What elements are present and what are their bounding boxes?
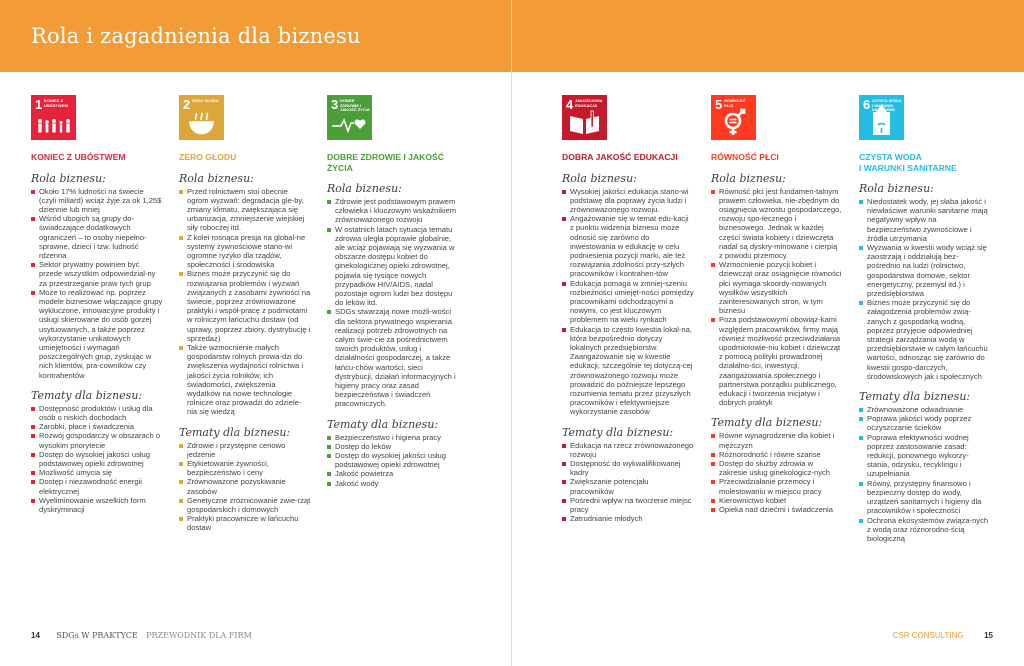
page-number-left: 14: [31, 631, 40, 640]
topic-item: Zarobki, płace i świadczenia: [31, 422, 163, 431]
topics-list: [327, 433, 459, 488]
sdg-tile-2: [179, 95, 224, 140]
topic-item: Poprawa efektywności wodnej poprzez zastosowanie zasad: redukcji, ponownego wykorzy-stania, odzysku, recyklingu i uzupełniania: [859, 433, 991, 479]
goal-title: [711, 152, 843, 163]
role-heading: Rola biznesu:: [327, 182, 402, 195]
role-item: Równość płci jest fundamen-talnym prawem człowieka, nie-zbędnym do osiągnięcia wzrostu gospodarczego, rozwoju spo-łecznego i biznesowego. Jednak w każdej części świata kobiety i dziewczęta nadal są dyskry-minowane i cierpią z powodu przemocy.: [711, 187, 843, 261]
topic-item: Dostępność do wykwalifikowanej kadry: [562, 459, 694, 477]
goal-column-1: [31, 95, 163, 514]
topic-item: Równy, przystępny finansowo i bezpieczny dostęp do wody, urządzeń sanitarnych i higieny dla pracowników i społeczności: [859, 479, 991, 516]
topic-item: Dostęp do wysokiej jakości usług podstawowej opieki zdrowotnej: [31, 450, 163, 468]
goal-column-3: [327, 95, 459, 488]
topic-item: Dostęp do służby zdrowia w zakresie usług ginekologicz-nych: [711, 459, 843, 477]
role-heading: Rola biznesu:: [859, 182, 934, 195]
topic-item: Zwiększanie potencjału pracowników: [562, 477, 694, 495]
topics-heading: Tematy dla biznesu:: [711, 416, 823, 430]
sdg-tile-number: 2: [183, 97, 191, 112]
page-title: Rola i zagadnienia dla biznesu: [31, 24, 361, 48]
topics-list: [562, 441, 694, 524]
topic-item: Etykietowanie żywności, bezpieczeństwo i ceny: [179, 459, 311, 477]
goal-title-line: I WARUNKI SANITARNE: [859, 162, 957, 173]
topics-heading: Tematy dla biznesu:: [859, 390, 971, 404]
role-item: Wysokiej jakości edukacja stano-wi podstawę dla poprawy życia ludzi i zrównoważonego rozwoju.: [562, 187, 694, 215]
topics-heading: Tematy dla biznesu:: [179, 425, 291, 439]
role-list: [562, 187, 694, 417]
role-heading: Rola biznesu:: [711, 171, 786, 185]
role-item: Może to realizować np. poprzez modele biznesowe włączające grupy wykluczone, innowacyjne produkty i usługi skierowane do osób gorzej usytuowanych, a także poprzez wykorzystanie unikatowych umiejętności i wymagań poszczególnych grup, zyskując w nich klientów, pra-cowników czy kontrahentów: [31, 288, 163, 380]
topic-item: Opieka nad dziećmi i świadczenia: [711, 505, 843, 514]
topic-item: Zatrudnianie młodych: [562, 514, 694, 523]
goal-column-6: [859, 95, 991, 543]
goal-title-line: RÓWNOŚĆ PŁCI: [711, 152, 779, 162]
sdg-tile-number: 6: [863, 97, 871, 112]
sdg-tile-4: [562, 95, 607, 140]
sdg-tile-5: [711, 95, 756, 140]
topic-item: Jakość wody: [327, 479, 459, 488]
role-item: Niedostatek wody, jej słaba jakość i niewłaściwe warunki sanitarne mają negatywny wpływ na bezpieczeństwo żywnościowe i źródła utrzymania: [859, 197, 991, 243]
topics-list: [859, 405, 991, 543]
topic-item: Różnorodność i równe szanse: [711, 450, 843, 459]
role-item: Edukacja pomaga w zmniej-szeniu rozbieżności umiejęt-ności pomiędzy pracownikami odchodzącymi a nowymi, co jest kluczowym problemem na wielu rynkach: [562, 279, 694, 325]
role-heading: Rola biznesu:: [31, 171, 106, 185]
topic-item: Pośredni wpływ na tworzenie miejsc pracy: [562, 496, 694, 514]
role-heading: Rola biznesu:: [562, 171, 637, 185]
goal-title: [31, 152, 163, 163]
topic-item: Zrównoważone odwadnianie: [859, 405, 991, 414]
topic-item: Dostęp do wysokiej jakości usług podstawowej opieki zdrowotnej: [327, 451, 459, 469]
sdg-tile-label: DOBRE ZDROWIE I JAKOŚĆ ŻYCIA: [340, 98, 370, 113]
sdg-tile-1: [31, 95, 76, 140]
page-spread-divider: [511, 0, 512, 666]
role-item: SDGs stwarzają nowe możli-wości dla sektora prywatnego wspierania realizacji potrzeb zdrowotnych na całym świe-cie za pośrednictwem swoich produktów, usług i działalności gospodarczej, a także łańcu-chów wartości, sieci dystrybucji, działań informacyjnych i higieny pracy oraz zasad bezpieczeństwa i świadczeń pracowniczych.: [327, 307, 459, 408]
goal-column-2: [179, 95, 311, 533]
footer-brand: SDGs W PRAKTYCE: [56, 631, 138, 640]
topics-heading: Tematy dla biznesu:: [327, 417, 439, 431]
topic-item: Dostęp do leków: [327, 442, 459, 451]
goal-title-line: DOBRE ZDROWIE I JAKOŚĆ ŻYCIA: [327, 152, 444, 173]
topics-list: [711, 431, 843, 514]
role-item: Wzmocnienie pozycji kobiet i dziewcząt oraz osiągnięcie równości płci wymaga skoordy-nowanych wysiłków wszystkich zainteresowanych stron, w tym biznesu: [711, 260, 843, 315]
topic-item: Zdrowie i przystępne cenowo jedzenie: [179, 441, 311, 459]
footer-company: CSR CONSULTING: [892, 631, 964, 640]
goal-column-4: [562, 95, 694, 523]
topics-heading: Tematy dla biznesu:: [562, 425, 674, 439]
goal-title: [327, 152, 459, 173]
sdg-tile-number: 1: [35, 97, 43, 112]
page-number-right: 15: [984, 631, 993, 640]
topic-item: Edukacja na rzecz zrównoważonego rozwoju: [562, 441, 694, 459]
goal-title-line: CZYSTA WODA: [859, 152, 923, 162]
footer-right: [893, 631, 993, 640]
role-list: [179, 187, 311, 417]
goal-title-line: DOBRA JAKOŚĆ EDUKACJI: [562, 152, 678, 162]
topic-item: Rozwój gospodarczy w obszarach o wysokim priorytecie: [31, 431, 163, 449]
sdg-tile-6: [859, 95, 904, 140]
sdg-tile-label: ZERO GŁODU: [192, 98, 219, 103]
goal-column-5: [711, 95, 843, 514]
role-list: [31, 187, 163, 380]
footer-subtitle: PRZEWODNIK DLA FIRM: [146, 631, 252, 640]
goal-title: [859, 152, 991, 173]
role-item: Zdrowie jest podstawowym prawem człowieka i kluczowym wskaźnikiem zrównoważonego rozwoju: [327, 197, 459, 225]
footer-left: [31, 631, 252, 640]
topics-heading: Tematy dla biznesu:: [31, 388, 143, 402]
sdg-tile-number: 4: [566, 97, 574, 112]
role-item: Biznes może przyczynić się do załagodzenia problemów zwią-zanych z gospodarką wodną, poprzez przyjęcie odpowiedniej strategii zarządzania wodą w przedsiębiorstwie w całym łańcuchu wartości, odnosząc się zarówno do kwestii gospo-darczych, środowiskowych jak i społecznych: [859, 298, 991, 381]
goal-title: [562, 152, 694, 163]
role-item: Także wzmocnienie małych gospodarstw rolnych prowa-dzi do zwiększenia wydajności rolnictwa i jakości życia rolników, ich świadomości, zwiększenia wydatków na nowe technologie rolnicze oraz prowadzi do zdziele-nia się wiedzą: [179, 343, 311, 417]
topic-item: Dostęp i niezawodność energii elektrycznej: [31, 477, 163, 495]
role-item: Wyzwania w kwestii wody wciąż się zaostrzają i oddziałują bez-pośrednio na ludzi (rolnictwo, gospodarstwa domowe, sektor energetyczny, przemysł itd.) i przedsiębiorstwa: [859, 243, 991, 298]
topic-item: Dostępność produktów i usług dla osób o niskich dochodach: [31, 404, 163, 422]
goal-title-line: KONIEC Z UBÓSTWEM: [31, 152, 126, 162]
role-item: Biznes może przyczynić się do rozwiązania problemów i wyzwań związanych z zasobami żywności na świecie, poprzez zrównoważone praktyki i współ-pracę z podmiotami w rolniczym łańcuchu dostaw (od uprawy, poprzez zbiory, dystrybucję i sprzedaż): [179, 269, 311, 343]
topic-item: Możliwość umycia się: [31, 468, 163, 477]
role-item: Z kolei rosnąca presja na global-ne systemy żywnościowe stano-wi ogromne ryzyko dla rządów, społeczności i środowiska: [179, 233, 311, 270]
role-item: W ostatnich latach sytuacja tematu zdrowia uległa poprawie globalnie, ale wciąż pojawiają się wyzwania w obszarze dostępu kobiet do ginekologicznej opieki zdrowotnej, pojawia się tysiące nowych przypadków HIV/AIDS, nadal pozostaje ogrom ludzi bez dostępu do leków itd.: [327, 225, 459, 308]
topics-list: [179, 441, 311, 533]
topic-item: Przeciwdziałanie przemocy i molestowaniu w miejscu pracy: [711, 477, 843, 495]
role-item: Sektor prywatny powinien być przede wszystkim odpowiedzial-ny za przestrzeganie praw tych grup: [31, 260, 163, 288]
sdg-tile-label: JAKOŚCIOWA EDUKACJA: [575, 98, 603, 108]
role-list: [859, 197, 991, 381]
role-item: Wśród ubogich są grupy do-świadczające dodatkowych ograniczeń – to osoby niepełno-sprawne, dzieci i tzw. ludność rdzenna: [31, 214, 163, 260]
role-list: [711, 187, 843, 408]
topic-item: Równe wynagrodzenie dla kobiet i mężczyzn: [711, 431, 843, 449]
topic-item: Jakość powietrza: [327, 469, 459, 478]
sdg-tile-3: [327, 95, 372, 140]
topic-item: Kierownictwo kobiet: [711, 496, 843, 505]
topics-list: [31, 404, 163, 514]
sdg-tile-label: CZYSTA WODA I WARUNKI SANITARNE: [872, 98, 902, 113]
sdg-tile-number: 5: [715, 97, 723, 112]
goal-title-line: ZERO GŁODU: [179, 152, 237, 162]
role-item: Edukacja to często kwestia lokal-na, która bezpośrednio dotyczy lokalnych przedsiębiorstw. Zaangażowanie się w kwestie edukacji, szczególnie tej dotyczą-cej zrównoważonego rozwoju może prowadzić do późniejsze lepszego rozumienia tematu przez przyszłych pracowników i efektywniejsze wykorzystanie zasobów: [562, 325, 694, 417]
sdg-tile-number: 3: [331, 97, 339, 112]
sdg-tile-label: KONIEC Z UBÓSTWEM: [44, 98, 68, 108]
role-list: [327, 197, 459, 409]
topic-item: Praktyki pracownicze w łańcuchu dostaw: [179, 514, 311, 532]
topic-item: Zrównoważone pozyskiwanie zasobów: [179, 477, 311, 495]
sdg-tile-label: RÓWNOŚĆ PŁCI: [724, 98, 746, 108]
topic-item: Poprawa jakości wody poprzez oczyszczanie ścieków: [859, 414, 991, 432]
role-item: Angażowanie się w temat edu-kacji z punktu widzenia biznesu może odnosić się zarówno do inwestowania w edukację w celu podniesienia pozycji marki, ale też rozwiązania zdolności przy-szłych pracowników i kontrahen-tów: [562, 214, 694, 278]
role-item: Około 17% ludności na świecie (czyli miliard) wciąż żyje za ok 1,25$ dziennie lub mniej: [31, 187, 163, 215]
topic-item: Wyeliminowanie wszelkich form dyskryminacji: [31, 496, 163, 514]
role-item: Poza podstawowymi obowiąz-kami względem pracowników, firmy mają również możliwość przeciwdziałania upodmiotowie-niu kobiet i dziewcząt z pomocą polityki prowadzonej działalno-ści, inwestycji, zaangażowania społecznego i partnerstwa porządku publicznego, edukacji i tworzenia inicjatyw i dobrych praktyk: [711, 315, 843, 407]
topic-item: Ochrona ekosystemów związa-nych z wodą oraz różnorodno-ścią biologiczną: [859, 516, 991, 544]
goal-title: [179, 152, 311, 163]
topic-item: Genetyczne zróżnicowanie zwie-rząt gospodarskich i domowych: [179, 496, 311, 514]
topic-item: Bezpieczeństwo i higiena pracy: [327, 433, 459, 442]
role-heading: Rola biznesu:: [179, 171, 254, 185]
role-item: Przed rolnictwem stoi obecnie ogrom wyzwań: degradacja gle-by, zmiany klimatu, zwiększająca się urbanizacja, zmniejszenie wiejskiej siły roboczej itd.: [179, 187, 311, 233]
